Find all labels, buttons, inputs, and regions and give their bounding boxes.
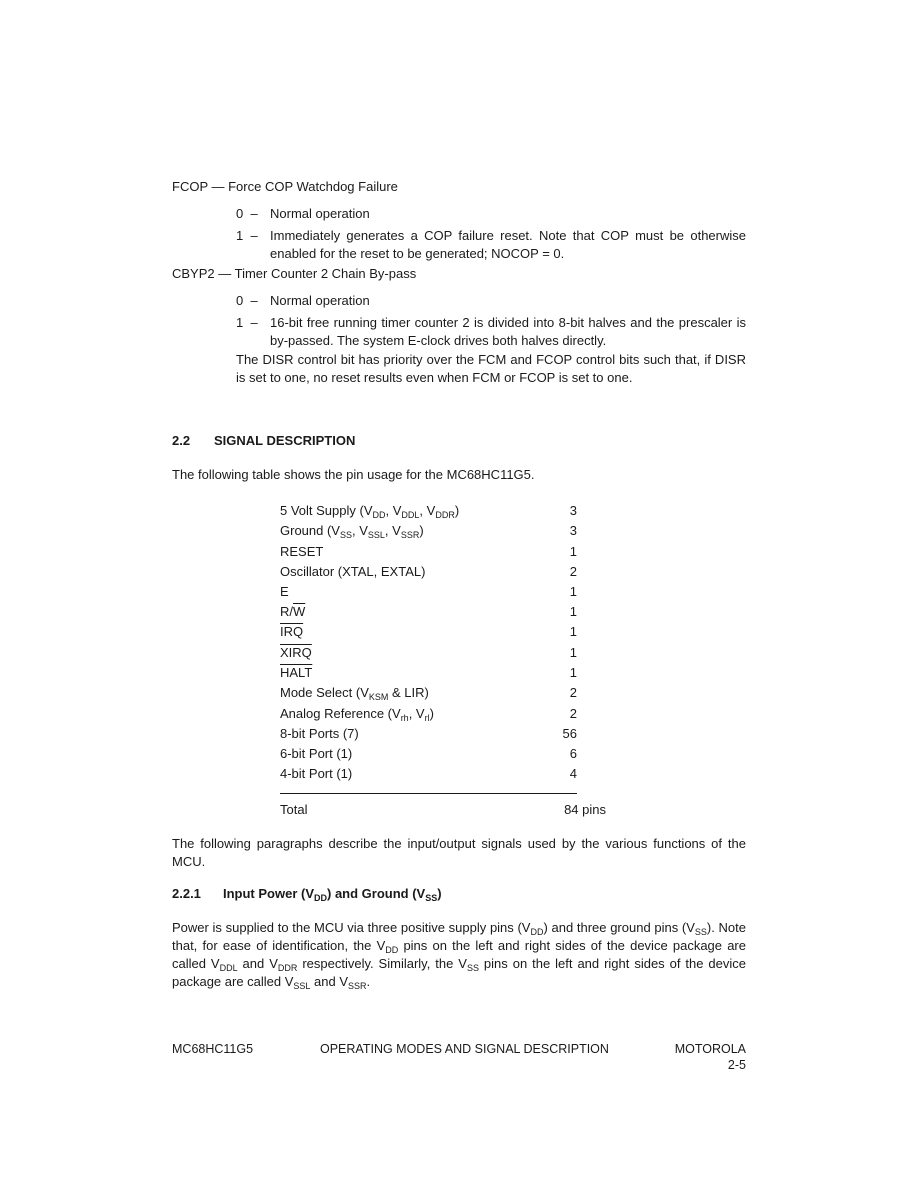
item-dash: – bbox=[250, 206, 258, 221]
subsection-heading bbox=[172, 885, 442, 903]
subsection-number: 2.2.1 bbox=[172, 886, 201, 901]
fcop-item-0 bbox=[236, 205, 746, 223]
cbyp2-item-0 bbox=[236, 292, 746, 310]
pin-name: 8-bit Ports (7) bbox=[280, 726, 359, 741]
pin-name: XIRQ bbox=[280, 645, 312, 660]
pin-count: 6 bbox=[569, 746, 577, 761]
pin-name: Oscillator (XTAL, EXTAL) bbox=[280, 564, 426, 579]
following-paragraph: The following paragraphs describe the input/output signals used by the various functions of the MCU. bbox=[172, 836, 746, 869]
table-row bbox=[280, 725, 577, 745]
table-total-row bbox=[280, 801, 606, 821]
pin-name: HALT bbox=[280, 665, 313, 680]
table-row bbox=[280, 745, 577, 765]
pin-name: 6-bit Port (1) bbox=[280, 746, 353, 761]
table-row bbox=[280, 644, 577, 664]
table-row bbox=[280, 543, 577, 563]
pin-name: RESET bbox=[280, 544, 324, 559]
item-dash: – bbox=[250, 228, 258, 243]
page-number: 2-5 bbox=[727, 1058, 746, 1072]
table-total-rule bbox=[280, 793, 577, 794]
footer-center: OPERATING MODES AND SIGNAL DESCRIPTION bbox=[320, 1042, 609, 1056]
pin-count: 1 bbox=[569, 584, 577, 599]
item-text: Normal operation bbox=[270, 206, 370, 221]
pin-name: 4-bit Port (1) bbox=[280, 766, 353, 781]
pin-count: 2 bbox=[569, 706, 577, 721]
section-heading bbox=[172, 432, 355, 450]
pin-count: 1 bbox=[569, 604, 577, 619]
pin-count: 2 bbox=[569, 564, 577, 579]
item-number: 0 bbox=[236, 206, 244, 221]
table-row bbox=[280, 664, 577, 684]
table-row bbox=[280, 522, 577, 542]
item-number: 1 bbox=[236, 228, 244, 243]
table-row bbox=[280, 603, 577, 623]
fcop-item-1 bbox=[236, 227, 746, 263]
table-row bbox=[280, 684, 577, 704]
total-count: 84 pins bbox=[564, 802, 606, 817]
section-title: SIGNAL DESCRIPTION bbox=[214, 433, 356, 448]
pin-count: 1 bbox=[569, 544, 577, 559]
pin-name: Mode Select ($V_{KSM}$ & LIR) bbox=[280, 685, 429, 702]
table-row bbox=[280, 623, 577, 643]
fcop-title: FCOP — Force COP Watchdog Failure bbox=[172, 179, 398, 194]
disr-note: The DISR control bit has priority over the FCM and FCOP control bits such that, if DISR is set to one, no reset results even when FCM or FCOP is set to one. bbox=[236, 352, 746, 385]
item-text: Immediately generates a COP failure reset. Note that COP must be otherwise enabled for the reset to be generated; NOCOP = 0. bbox=[270, 228, 746, 261]
pin-name: Ground ($V_{SS}$, $V_{SSL}$, $V_{SSR}$) bbox=[280, 523, 424, 540]
item-number: 1 bbox=[236, 315, 244, 330]
table-row bbox=[280, 502, 577, 522]
table-row bbox=[280, 765, 577, 785]
item-text: 16-bit free running timer counter 2 is divided into 8-bit halves and the prescaler is by-passed. The system E-clock drives both halves directly. bbox=[270, 315, 746, 348]
item-dash: – bbox=[250, 293, 258, 308]
pin-count: 4 bbox=[569, 766, 577, 781]
table-row bbox=[280, 563, 577, 583]
section-number: 2.2 bbox=[172, 433, 191, 448]
table-row bbox=[280, 583, 577, 603]
cbyp2-item-1 bbox=[236, 314, 746, 350]
item-dash: – bbox=[250, 315, 258, 330]
pin-count: 56 bbox=[562, 726, 577, 741]
power-paragraph: Power is supplied to the MCU via three positive supply pins $(V_{DD})$ and three ground pins $(V_{SS})$. Note that, for ease of identification, the $V_{DD}$ pins on the left and right sides of the device package are called $V_{DDL}$ and $V_{DDR}$ respectively. Similarly, the $V_{SS}$ pins on the left and right sides of the device package are called $V_{SSL}$ and $V_{SSR}$. bbox=[172, 920, 747, 991]
pin-count: 1 bbox=[569, 645, 577, 660]
pin-count: 3 bbox=[569, 503, 577, 518]
subsection-title: Input Power $(V_{DD})$ and Ground $(V_{SS})$ bbox=[223, 886, 442, 903]
pin-name: $R/\overline{W}$ bbox=[280, 604, 306, 619]
pin-count: 1 bbox=[569, 665, 577, 680]
table-row bbox=[280, 705, 577, 725]
pin-count: 1 bbox=[569, 624, 577, 639]
cbyp2-title: CBYP2 — Timer Counter 2 Chain By-pass bbox=[172, 266, 417, 281]
total-label: Total bbox=[280, 802, 308, 817]
item-number: 0 bbox=[236, 293, 244, 308]
pin-name: Analog Reference ($V_{rh}$, $V_{rl}$) bbox=[280, 706, 434, 723]
footer-left: MC68HC11G5 bbox=[172, 1042, 254, 1056]
pin-count: 3 bbox=[569, 523, 577, 538]
footer-right: MOTOROLA bbox=[674, 1042, 746, 1056]
pin-name: 5 Volt Supply ($V_{DD}$, $V_{DDL}$, $V_{DDR}$) bbox=[280, 503, 460, 520]
pin-name: $\overline{IRQ}$ bbox=[280, 624, 304, 639]
item-text: Normal operation bbox=[270, 293, 370, 308]
pin-name: E bbox=[280, 584, 289, 599]
pin-count: 2 bbox=[569, 685, 577, 700]
intro-paragraph: The following table shows the pin usage for the MC68HC11G5. bbox=[172, 467, 535, 482]
